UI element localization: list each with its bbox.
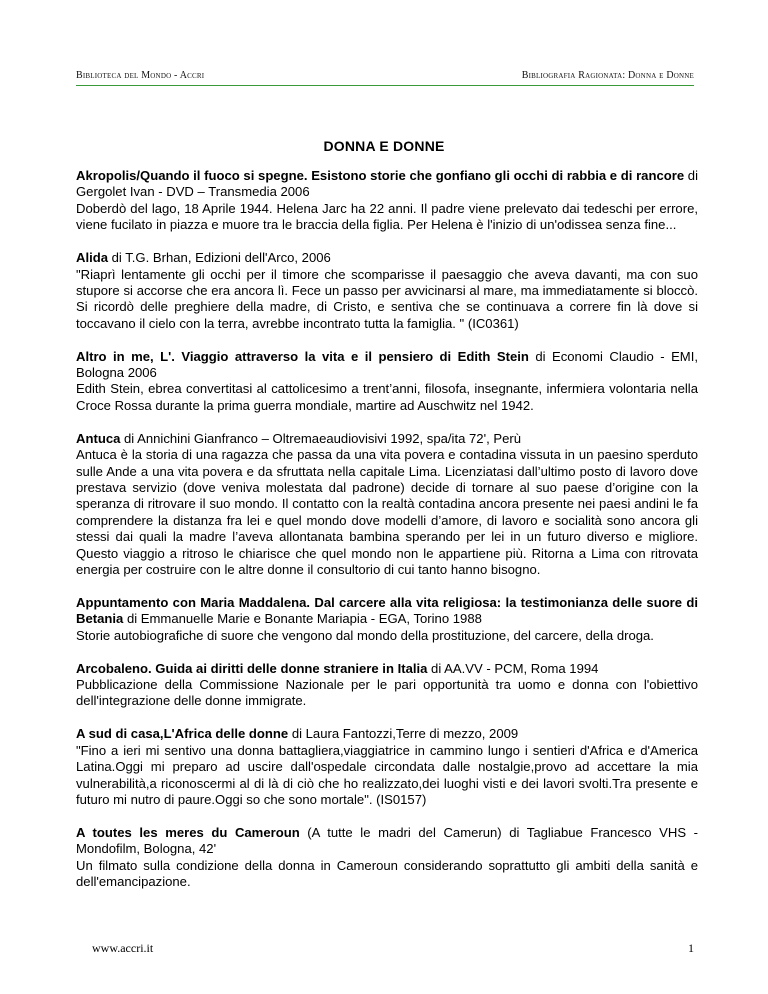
entry-meta: di Laura Fantozzi,Terre di mezzo, 2009 — [288, 726, 519, 742]
bibliography-entry — [76, 726, 698, 808]
bibliography-entry — [76, 595, 698, 644]
entry-description: "Riaprì lentamente gli occhi per il timore che scomparisse il paesaggio che aveva davanti, ma con suo stupore si accorse che era ancora lì. Fece un passo per avvicinarsi al mare, ma immediatamente si bloccò. Si ricordò delle preghiere della madre, di Cristo, e sentiva che se continuava a correre fin là dove si toccavano il cielo con la terra, avrebbe incontrato tutta la famiglia. " (IC0361) — [76, 266, 698, 331]
entry-title: Akropolis/Quando il fuoco si spegne. Esistono storie che gonfiano gli occhi di rabbia e di rancore — [76, 168, 685, 183]
bibliography-entry — [76, 349, 698, 415]
header-left: Biblioteca del Mondo - Accri — [76, 70, 205, 81]
bibliography-list — [76, 168, 698, 907]
entry-description: Edith Stein, ebrea convertitasi al cattolicesimo a trent’anni, filosofa, insegnante, infermiera volontaria nella Croce Rossa durante la prima guerra mondiale, martire ad Auschwitz nel 1942. — [76, 381, 698, 413]
page-header — [76, 70, 694, 84]
bibliography-entry — [76, 250, 698, 332]
entry-description: Antuca è la storia di una ragazza che passa da una vita povera e contadina vissuta in un paesino sperduto sulle Ande a una vita povera e da sfruttata nella capitale Lima. Licenziatasi dall’ultimo posto di lavoro dove prestava servizio (dove veniva molestata dal padrone) decide di tornare al suo paese d’origine con la speranza di ritrovare il suo mondo. Il contatto con la realtà contadina ancora presente nei paesi andini le fa comprendere la distanza fra lei e quel mondo dove modelli d’amore, di lavoro e socialità sono ancora gli stessi dai quali la madre l’aveva allontanata bambina sperando per lei in un futuro diverso e migliore. Questo viaggio a ritroso le chiarisce che quel mondo non le appartiene più. Ritorna a Lima con ritrovata energia per costruire con le altre donne il consultorio di cui tanto hanno bisogno. — [76, 447, 698, 578]
header-rule — [76, 85, 694, 86]
entry-meta: di T.G. Brhan, Edizioni dell'Arco, 2006 — [108, 250, 331, 266]
entry-description: Doberdò del lago, 18 Aprile 1944. Helena Jarc ha 22 anni. Il padre viene prelevato dai tedeschi per errore, viene fucilato in piazza e muore tra le braccia della figlia. Per Helena è l'inizio di un'odissea senza fine... — [76, 200, 698, 233]
footer-url: www.accri.it — [92, 941, 154, 955]
entry-meta: di AA.VV - PCM, Roma 1994 — [427, 660, 599, 676]
entry-description: Un filmato sulla condizione della donna in Cameroun considerando soprattutto gli ambiti della sanità e dell'emancipazione. — [76, 857, 698, 890]
entry-meta: (A tutte le madri del Camerun) di Tagliabue Francesco VHS - Mondofilm, Bologna, 42' — [76, 824, 698, 857]
entry-title: A sud di casa,L'Africa delle donne — [76, 726, 289, 742]
entry-title: Antuca — [76, 430, 121, 446]
entry-description: Storie autobiografiche di suore che vengono dal mondo della prostituzione, del carcere, della droga. — [76, 627, 654, 643]
entry-meta: di Gergolet Ivan - DVD – Transmedia 2006 — [76, 168, 698, 200]
entry-title: A toutes les meres du Cameroun — [76, 824, 300, 840]
header-right: Bibliografia Ragionata: Donna e Donne — [521, 70, 694, 81]
entry-title: Appuntamento con Maria Maddalena. Dal carcere alla vita religiosa: la testimonianza delle suore di Betania — [76, 594, 698, 627]
document-title: DONNA E DONNE — [323, 138, 445, 154]
page-number: 1 — [688, 941, 694, 955]
entry-title: Altro in me, L'. Viaggio attraverso la vita e il pensiero di Edith Stein — [76, 348, 529, 364]
bibliography-entry — [76, 825, 698, 891]
entry-description: "Fino a ieri mi sentivo una donna battagliera,viaggiatrice in cammino lungo i sentieri d'Africa e d'America Latina.Oggi mi preparo ad uscire dall'ospedale circondata dalle nostalgie,provo ad accettare la mia vulnerabilità,a riconoscermi al di là di ciò che ho realizzato,dei luoghi visti e dei lavori svolti.Tra presente e futuro mi nutro di paure.Oggi so che sono mortale". (IS0157) — [76, 742, 698, 807]
entry-meta: di Emmanuelle Marie e Bonante Mariapia - EGA, Torino 1988 — [123, 611, 482, 627]
entry-description: Pubblicazione della Commissione Nazionale per le pari opportunità tra uomo e donna con l'obiettivo dell'integrazione delle donne immigrate. — [76, 677, 698, 709]
entry-meta: di Annichini Gianfranco – Oltremaeaudiovisivi 1992, spa/ita 72', Perù — [120, 430, 522, 446]
bibliography-entry — [76, 168, 698, 234]
entry-title: Alida — [76, 250, 109, 266]
bibliography-entry — [76, 431, 698, 579]
bibliography-entry — [76, 661, 698, 710]
entry-meta: di Economi Claudio - EMI, Bologna 2006 — [76, 348, 698, 381]
entry-title: Arcobaleno. Guida ai diritti delle donne straniere in Italia — [76, 660, 428, 676]
